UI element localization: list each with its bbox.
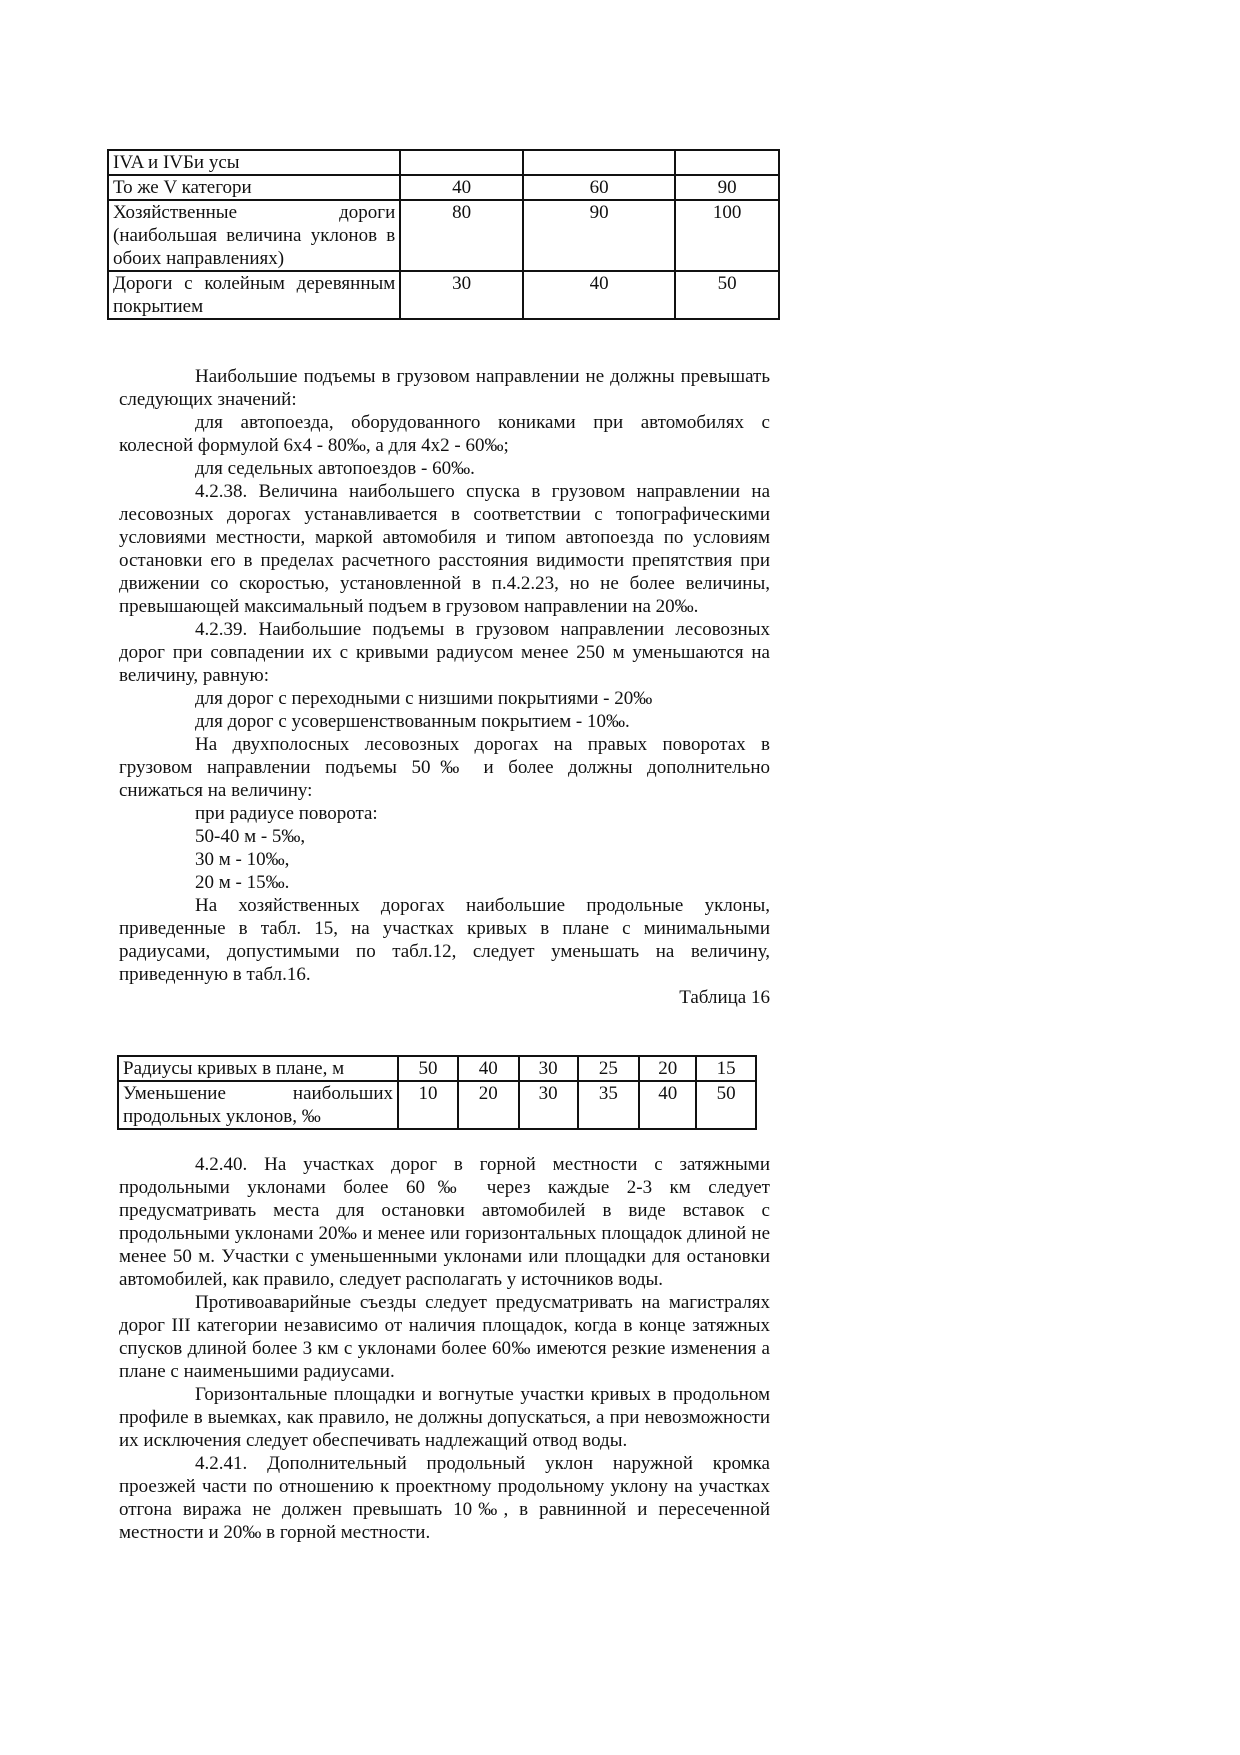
- row-label: Дороги с колейным деревянным покрытием: [108, 271, 400, 319]
- paragraph: На хозяйственных дорогах наибольшие продольные уклоны, приведенные в табл. 15, на участках кривых в плане с минимальными радиусами, допустимыми по табл.12, следует уменьшать на величину, приведенную в табл.16.: [119, 895, 770, 985]
- table-row: [108, 150, 779, 175]
- table-cell: 10: [398, 1081, 458, 1129]
- table-cell: 90: [523, 200, 675, 271]
- paragraph: для дорог с усовершенствованным покрытием - 10‰.: [195, 711, 630, 732]
- header-label: Радиусы кривых в плане, м: [118, 1056, 398, 1081]
- table-cell: 35: [578, 1081, 640, 1129]
- paragraph: для автопоезда, оборудованного кониками при автомобилях с колесной формулой 6х4 - 80‰, а для 4х2 - 60‰;: [119, 412, 770, 456]
- paragraph: 50-40 м - 5‰,: [195, 826, 306, 847]
- paragraph: для седельных автопоездов - 60‰.: [195, 458, 475, 479]
- header-cell: 30: [519, 1056, 578, 1081]
- table-cell: 40: [523, 271, 675, 319]
- paragraph: 4.2.39. Наибольшие подъемы в грузовом направлении лесовозных дорог при совпадении их с кривыми радиусом менее 250 м уменьшаются на величину, равную:: [119, 619, 770, 686]
- table-cell: 40: [639, 1081, 696, 1129]
- row-label: Уменьшение наибольших продольных уклонов, ‰: [118, 1081, 398, 1129]
- paragraph: На двухполосных лесовозных дорогах на правых поворотах в грузовом направлении подъемы 50‰ и более должны дополнительно снижаться на величину:: [119, 734, 770, 801]
- table-cell: 50: [675, 271, 779, 319]
- row-label: Хозяйственные дороги (наибольшая величина уклонов в обоих направлениях): [108, 200, 400, 271]
- table-cell: [400, 150, 523, 175]
- table-cell: 30: [400, 271, 523, 319]
- table-cell: 60: [523, 175, 675, 200]
- paragraph: 4.2.41. Дополнительный продольный уклон наружной кромка проезжей части по отношению к проектному продольному уклону на участках отгона виража не должен превышать 10‰, в равнинной и пересеченной местности и 20‰ в горной местности.: [119, 1453, 770, 1543]
- row-label: IVA и IVБи усы: [108, 150, 400, 175]
- table-row: [118, 1081, 756, 1129]
- table-caption: Таблица 16: [679, 987, 770, 1008]
- table-row: [108, 200, 779, 271]
- table-header-row: [118, 1056, 756, 1081]
- table-row: [108, 175, 779, 200]
- table-cell: 30: [519, 1081, 578, 1129]
- header-cell: 25: [578, 1056, 640, 1081]
- paragraph: для дорог с переходными с низшими покрытиями - 20‰: [195, 688, 653, 709]
- body-text-section-1: [119, 365, 770, 1009]
- table-cell: 100: [675, 200, 779, 271]
- table-cell: 20: [458, 1081, 519, 1129]
- gradient-limits-table: [107, 149, 780, 320]
- table-cell: 80: [400, 200, 523, 271]
- paragraph: 20 м - 15‰.: [195, 872, 290, 893]
- table-cell: 50: [696, 1081, 756, 1129]
- table-cell: 40: [400, 175, 523, 200]
- paragraph: 30 м - 10‰,: [195, 849, 290, 870]
- row-label: То же V категори: [108, 175, 400, 200]
- table-cell: [675, 150, 779, 175]
- radius-reduction-table: [117, 1055, 757, 1130]
- header-cell: 50: [398, 1056, 458, 1081]
- paragraph: Горизонтальные площадки и вогнутые участки кривых в продольном профиле в выемках, как правило, не должны допускаться, а при невозможности их исключения следует обеспечивать надлежащий отвод воды.: [119, 1384, 770, 1451]
- table-row: [108, 271, 779, 319]
- body-text-section-2: [119, 1153, 770, 1544]
- paragraph: при радиусе поворота:: [195, 803, 378, 824]
- table-cell: [523, 150, 675, 175]
- paragraph: Противоаварийные съезды следует предусматривать на магистралях дорог III категории независимо от наличия площадок, когда в конце затяжных спусков длиной более 3 км с уклонами более 60‰ имеются резкие изменения а плане с наименьшими радиусами.: [119, 1292, 770, 1382]
- paragraph: 4.2.40. На участках дорог в горной местности с затяжными продольными уклонами более 60‰ через каждые 2-3 км следует предусматривать места для остановки автомобилей в виде вставок с продольными уклонами 20‰ и менее или горизонтальных площадок длиной не менее 50 м. Участки с уменьшенными уклонами или площадки для остановки автомобилей, как правило, следует располагать у источников воды.: [119, 1154, 770, 1290]
- header-cell: 20: [639, 1056, 696, 1081]
- table-cell: 90: [675, 175, 779, 200]
- header-cell: 40: [458, 1056, 519, 1081]
- paragraph: 4.2.38. Величина наибольшего спуска в грузовом направлении на лесовозных дорогах устанавливается в соответствии с топографическими условиями местности, маркой автомобиля и типом автопоезда по условиям остановки его в пределах расчетного расстояния видимости препятствия при движении со скоростью, установленной в п.4.2.23, но не более величины, превышающей максимальный подъем в грузовом направлении на 20‰.: [119, 481, 770, 617]
- paragraph: Наибольшие подъемы в грузовом направлении не должны превышать следующих значений:: [119, 366, 770, 410]
- header-cell: 15: [696, 1056, 756, 1081]
